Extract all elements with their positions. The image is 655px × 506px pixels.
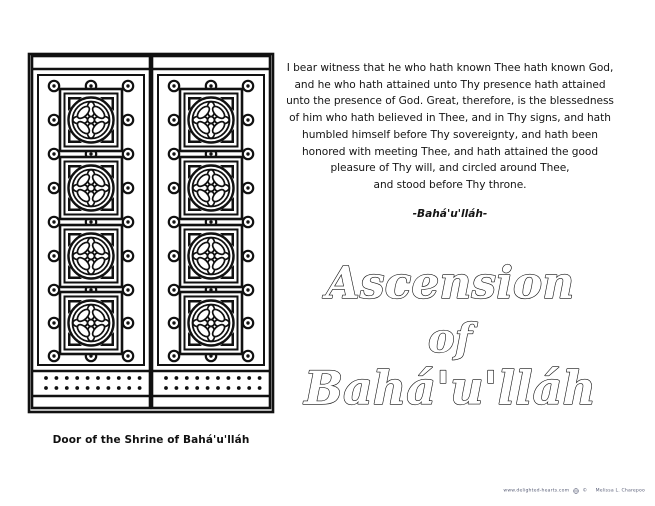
footer-website[interactable]: www.delighted-hearts.com [503,488,570,493]
quote-attribution: -Bahá'u'lláh- [412,207,488,220]
door-caption: Door of the Shrine of Bahá'u'lláh [52,434,250,446]
footer-author: Melissa L. Charepoo [595,488,645,493]
door-illustration-area [26,52,276,446]
quote-line: of him who hath believed in Thee, and in Thy signs, and hath [289,112,611,125]
door-figure [26,52,276,424]
title-line-2: of [428,314,472,362]
quote-line: unto the presence of God. Great, therefore, is the blessedness [286,95,614,108]
quote-block [283,60,617,194]
globe-icon [573,488,579,494]
quote-line: and he who hath attained unto Thy presence hath attained [294,78,606,91]
title-line-1: Ascension [325,257,575,309]
quote-line: I bear witness that he who hath known Thee hath known God, [286,62,614,74]
quote-line: pleasure of Thy will, and circled around Thee, [330,162,570,175]
footer-credit [0,488,645,495]
title-artwork [283,252,617,417]
quote-line: honored with meeting Thee, and hath attained the good [302,145,598,158]
text-column [283,60,617,417]
quote-line: and stood before Thy throne. [373,179,527,192]
title-line-3: Bahá'u'lláh [304,360,596,415]
quote-line: humbled himself before Thy sovereignty, and hath been [302,128,598,141]
page-title [283,252,617,417]
door-leaf-left [32,56,150,408]
door-leaf-right [152,56,270,408]
copyright-symbol: © [582,488,588,493]
